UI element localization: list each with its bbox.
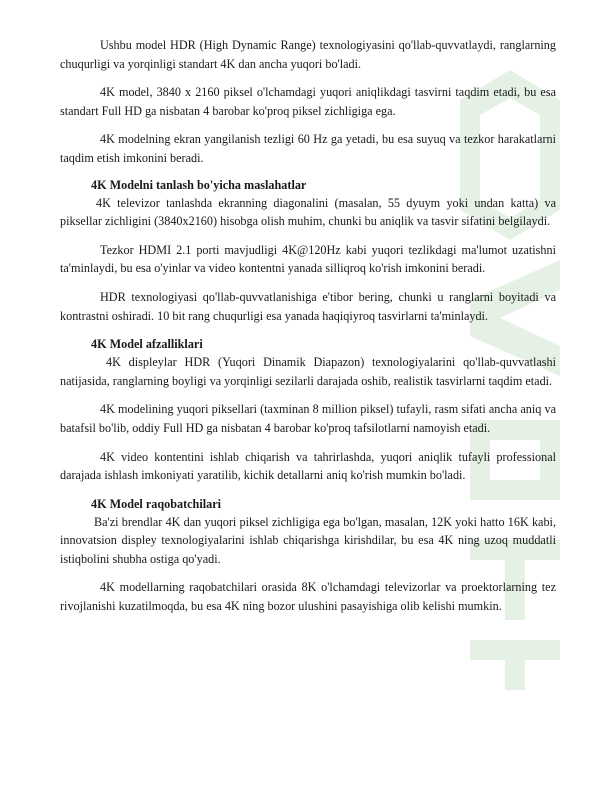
advantages-paragraph-3: 4K video kontentini ishlab chiqarish va tahrirlashda, yuqori aniqlik tufayli professional darajada ishlash imkoniyati yaratilib, kichik detallarni aniq ko'rish mumkin bo'ladi. <box>60 449 556 483</box>
competitors-paragraph-1: Ba'zi brendlar 4K dan yuqori piksel zichligiga ega bo'lgan, masalan, 12K yoki hatto 16K kabi, innovatsion displey texnologiyalarini ishlab chiqarishga kirishdilar, bu esa 4K ning uzoq muddatli istiqbolini shubha ostiga qo'yadi. <box>60 514 556 566</box>
advantages-section <box>60 335 556 485</box>
intro-paragraph-1: Ushbu model HDR (High Dynamic Range) texnologiyasini qo'llab-quvvatlaydi, ranglarning chuqurligi va yorqinligi standart 4K dan ancha yuqori bo'ladi. <box>60 38 556 71</box>
tips-heading: 4K Modelni tanlash bo'yicha maslahatlar <box>91 177 307 192</box>
intro-section <box>60 36 556 168</box>
tips-paragraph-1: 4K televizor tanlashda ekranning diagonalini (masalan, 55 dyuym yoki undan katta) va piksellar zichligini (3840x2160) hisobga olish muhim, chunki bu aniqlik va tasvir sifatini belgilaydi. <box>60 195 556 229</box>
intro-paragraph-3: 4K modelning ekran yangilanish tezligi 60 Hz ga yetadi, bu esa suyuq va tezkor harakatlarni taqdim etish imkonini beradi. <box>60 132 556 165</box>
competitors-heading: 4K Model raqobatchilari <box>91 496 221 511</box>
tips-section <box>60 176 556 326</box>
advantages-paragraph-1: 4K displeylar HDR (Yuqori Dinamik Diapazon) texnologiyalarini qo'llab-quvvatlashi natijasida, ranglarning boyligi va yorqinligi sezilarli darajada oshib, realistik tasvirlarni taqdim etadi. <box>60 355 556 388</box>
competitors-section <box>60 495 556 616</box>
advantages-heading: 4K Model afzalliklari <box>91 337 203 352</box>
competitors-paragraph-2: 4K modellarning raqobatchilari orasida 8K o'lchamdagi televizorlar va proektorlarning tez rivojlanishi kuzatilmoqda, bu esa 4K ning bozor ulushini pasayishiga olib kelishi mumkin. <box>60 580 556 614</box>
advantages-paragraph-2: 4K modelining yuqori piksellari (taxminan 8 million piksel) tufayli, rasm sifati ancha aniq va batafsil bo'lib, oddiy Full HD ga nisbatan 4 barobar ko'proq tafsilotlarni namoyish etadi. <box>60 402 556 435</box>
tips-paragraph-2: Tezkor HDMI 2.1 porti mavjudligi 4K@120Hz kabi yuqori tezlikdagi ma'lumot uzatishni ta'minlaydi, bu esa o'yinlar va video kontentni yanada silliqroq ko'rish imkonini beradi. <box>60 242 556 276</box>
tips-paragraph-3: HDR texnologiyasi qo'llab-quvvatlanishiga e'tibor bering, chunki u ranglarni boyitadi va kontrastni oshiradi. 10 bit rang chuqurligi esa yanada haqiqiyroq tasvirlarni ta'minlaydi. <box>60 289 556 323</box>
document-page <box>60 36 556 626</box>
intro-paragraph-2: 4K model, 3840 x 2160 piksel o'lchamdagi yuqori aniqlikdagi tasvirni taqdim etadi, bu esa standart Full HD ga nisbatan 4 barobar ko'proq piksel zichligiga ega. <box>60 85 556 118</box>
